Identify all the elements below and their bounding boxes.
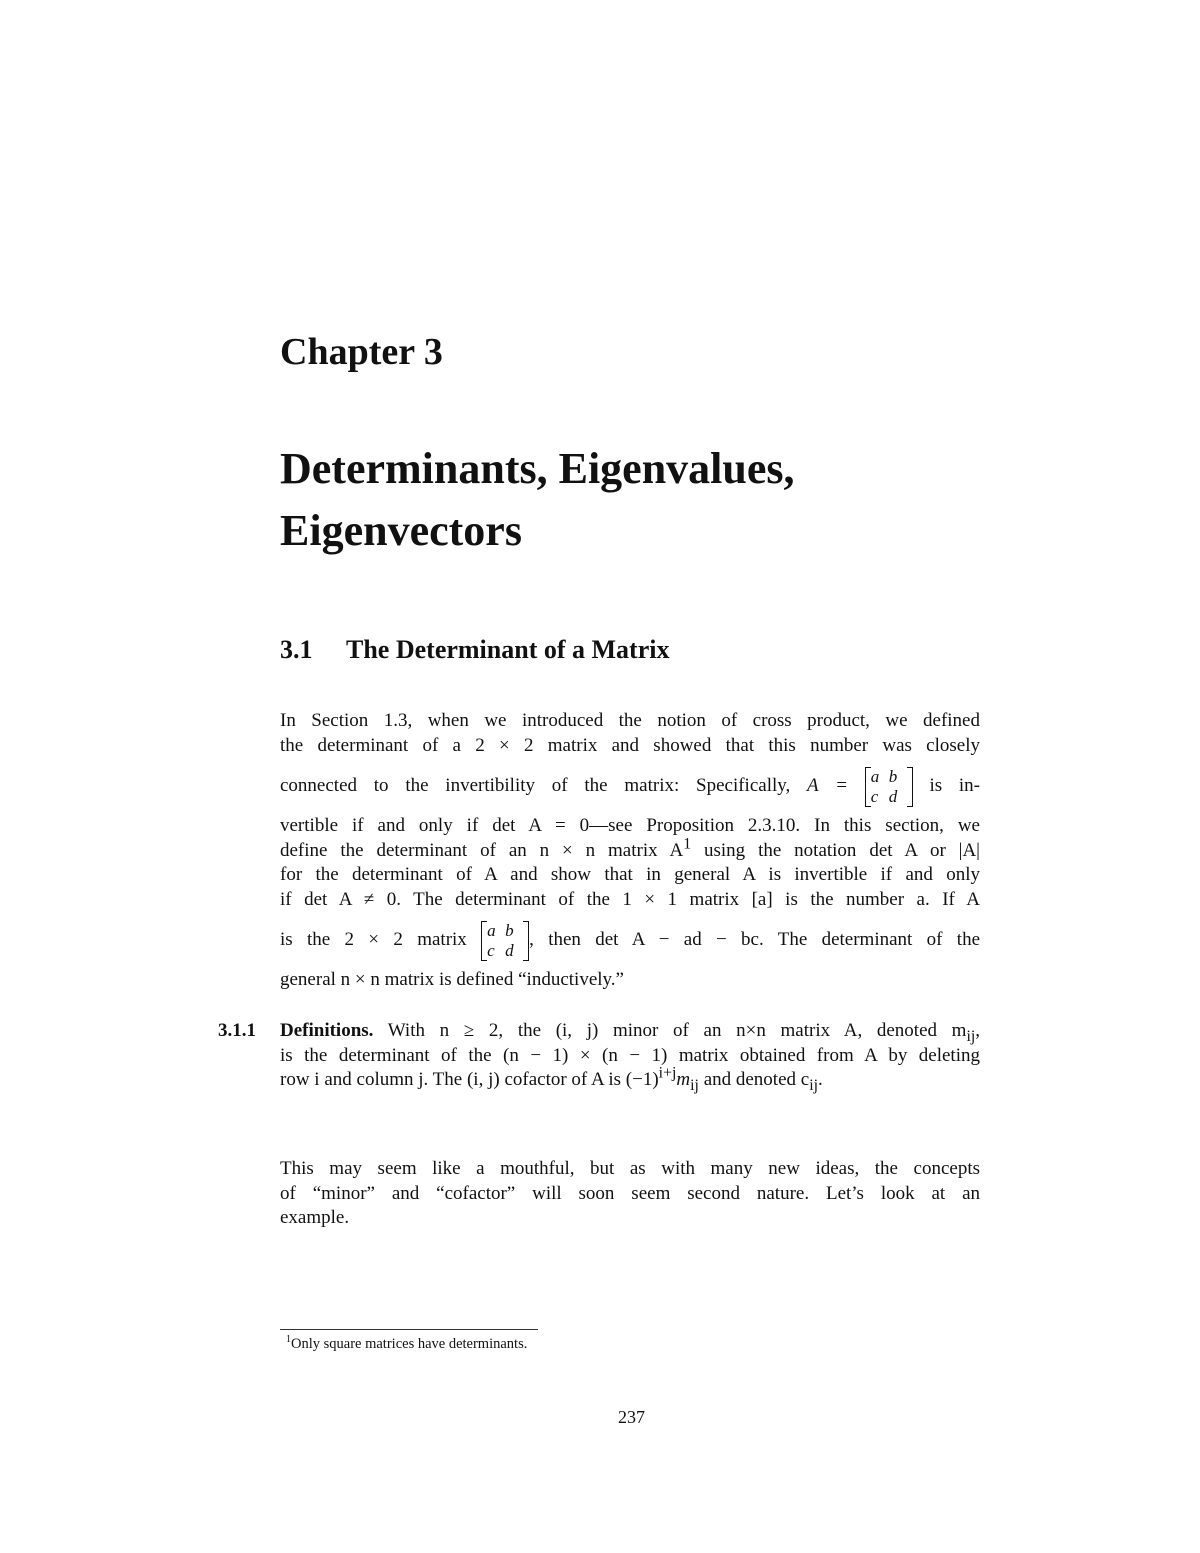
intro-line: In Section 1.3, when we introduced the notion of cross product, we defined: [280, 710, 980, 731]
definition-text: row i and column j. The (i, j) cofactor of A is (−1): [280, 1069, 659, 1090]
matrix-entry: d: [505, 940, 514, 960]
definition-text: .: [818, 1069, 823, 1090]
matrix-entry: a: [870, 766, 880, 786]
matrix-2x2: [865, 767, 913, 807]
subscript: ij: [809, 1076, 818, 1094]
definition-number: 3.1.1: [218, 1020, 256, 1041]
matrix-2x2: [481, 921, 529, 961]
footnote-text: Only square matrices have determinants.: [291, 1336, 528, 1352]
chapter-label: Chapter 3: [280, 331, 443, 373]
footnote: [286, 1335, 527, 1353]
footnote-mark: 1: [286, 1334, 291, 1346]
definition-text: m: [676, 1069, 691, 1090]
closing-line: This may seem like a mouthful, but as with many new ideas, the concepts: [280, 1158, 980, 1179]
footnote-rule: [280, 1329, 538, 1330]
matrix-entry: c: [870, 786, 879, 806]
intro-line: for the determinant of A and show that in general A is invertible if and only: [280, 864, 980, 885]
subscript: ij: [966, 1027, 976, 1045]
closing-paragraph: [280, 1157, 980, 1231]
intro-line: [280, 835, 980, 864]
intro-line-with-matrix: [280, 912, 980, 968]
definition-line: is the determinant of the (n − 1) × (n − 1) matrix obtained from A by deleting: [280, 1044, 980, 1066]
definition-text: ,: [975, 1020, 980, 1041]
intro-line: vertible if and only if det A = 0—see Proposition 2.3.10. In this section, we: [280, 815, 980, 836]
intro-line: the determinant of a 2 × 2 matrix and showed that this number was closely: [280, 734, 980, 756]
chapter-title: [280, 438, 1040, 562]
definition-text: and denoted c: [698, 1069, 810, 1090]
closing-line: example.: [280, 1207, 350, 1228]
intro-line-with-matrix: [280, 758, 980, 814]
page-number: 237: [618, 1407, 645, 1427]
chapter-title-line2: Eigenvectors: [280, 506, 522, 555]
matrix-entry: a: [487, 920, 496, 940]
intro-line: if det A ≠ 0. The determinant of the 1 × 1 matrix [a] is the number a. If A: [280, 888, 980, 910]
intro-text: is in-: [912, 775, 981, 796]
closing-line: of “minor” and “cofactor” will soon seem second nature. Let’s look at an: [280, 1182, 980, 1204]
matrix-entry: b: [888, 766, 898, 786]
matrix-lhs: A =: [807, 775, 848, 796]
definition-heading: Definitions.: [280, 1020, 374, 1041]
intro-text: is the 2 × 2 matrix: [280, 929, 482, 950]
intro-line: general n × n matrix is defined “inductively.”: [280, 969, 624, 990]
matrix-entry: d: [888, 786, 898, 806]
subscript: ij: [690, 1076, 699, 1094]
definition-paragraph: [280, 1019, 980, 1093]
intro-text: define the determinant of an n × n matrix A: [280, 839, 684, 861]
superscript: i+j: [658, 1064, 677, 1082]
definition-line: [280, 1019, 980, 1044]
matrix-entry: b: [505, 920, 514, 940]
footnote-marker: 1: [683, 835, 692, 853]
section-title: The Determinant of a Matrix: [346, 635, 670, 664]
intro-text: , then det A − ad − bc. The determinant of the: [529, 929, 981, 950]
definition-line: [280, 1064, 980, 1094]
section-number: 3.1: [280, 635, 313, 664]
chapter-title-line1: Determinants, Eigenvalues,: [280, 444, 795, 493]
intro-text: connected to the invertibility of the matrix: Specifically,: [280, 775, 808, 796]
definition-text: With n ≥ 2, the (i, j) minor of an n×n matrix A, denoted m: [373, 1020, 967, 1041]
intro-text: using the notation det A or |A|: [691, 839, 980, 861]
intro-paragraph: [280, 709, 980, 993]
matrix-entry: c: [487, 940, 495, 960]
section-heading: [280, 636, 669, 665]
